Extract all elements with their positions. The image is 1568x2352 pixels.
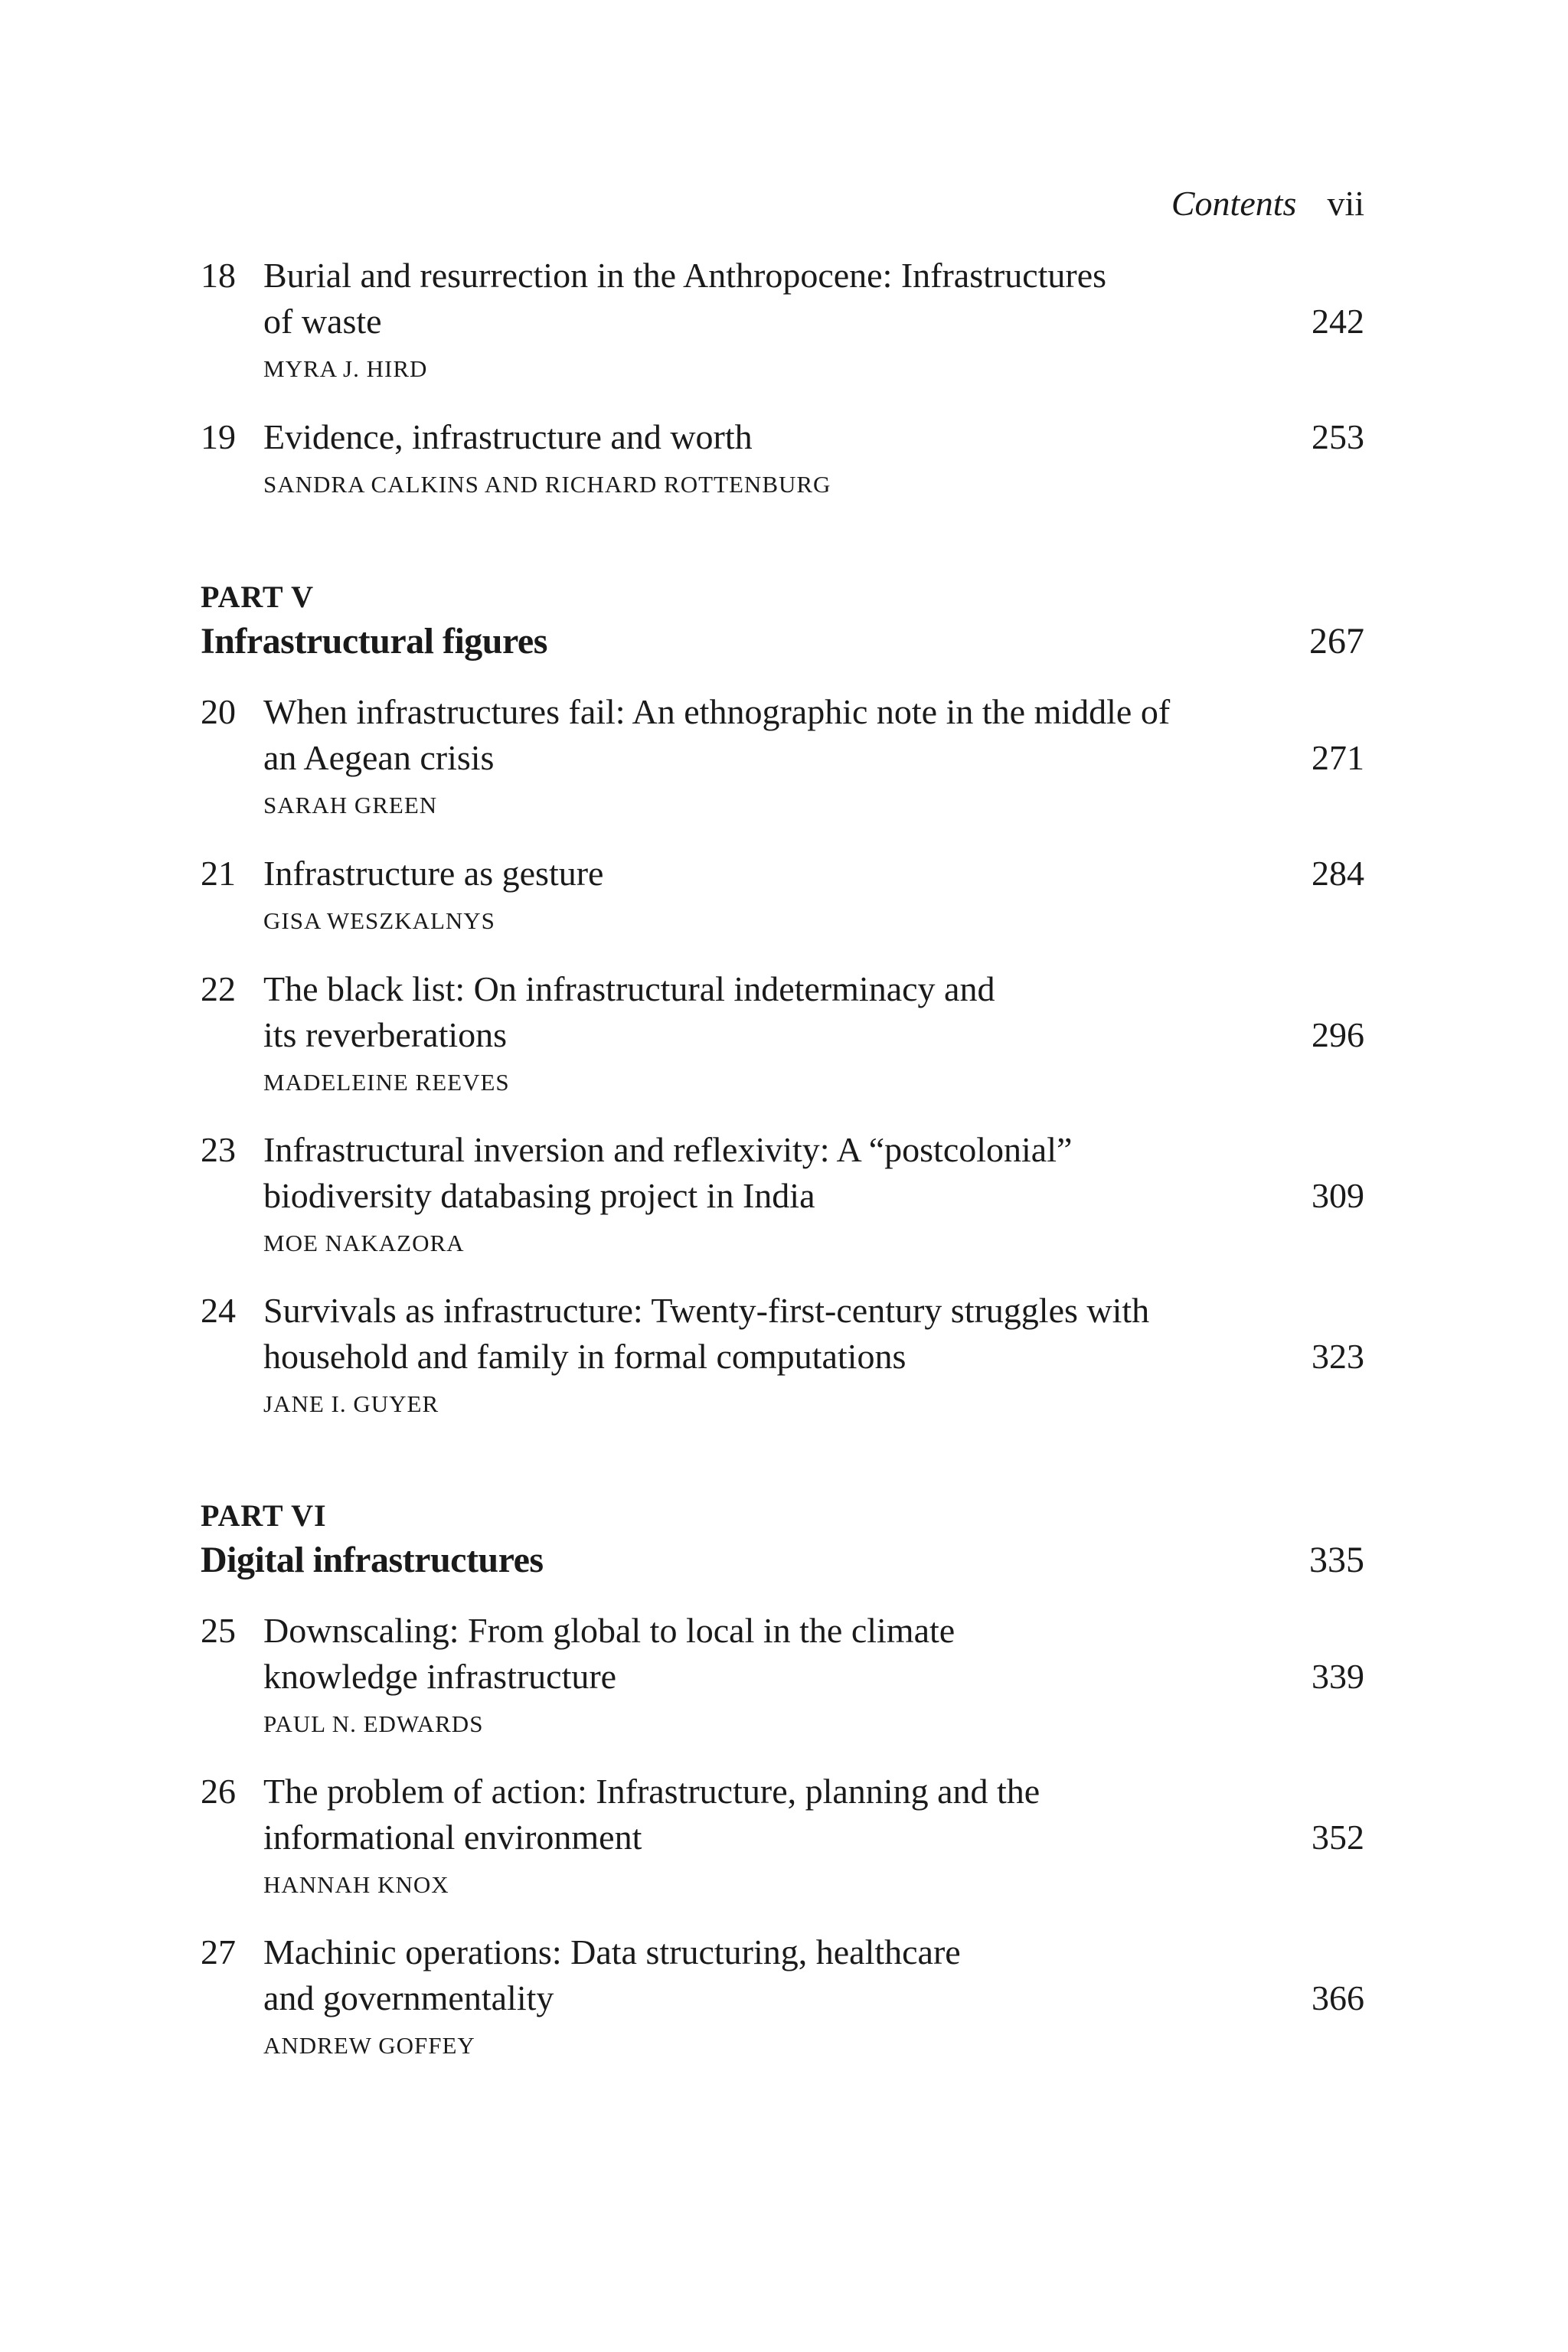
chapter-title-line: Infrastructural inversion and reflexivity: A “postcolonial” [263,1130,1073,1169]
part-page-number: 335 [1309,1540,1364,1580]
part-title: Infrastructural figures [201,621,547,662]
chapter-title-line: knowledge infrastructure [263,1657,617,1696]
chapter-author: MOE NAKAZORA [263,1230,465,1256]
chapter-title [263,1769,1040,1860]
chapter-page-number: 296 [1312,1015,1364,1054]
chapter-title-line: biodiversity databasing project in India [263,1176,815,1215]
chapter-page-number: 242 [1312,302,1364,341]
chapter-author: MADELEINE REEVES [263,1069,510,1096]
part-page-number: 267 [1309,621,1364,662]
chapter-author: JANE I. GUYER [263,1390,439,1417]
chapter-title-line: household and family in formal computations [263,1337,906,1376]
chapter-page-number: 271 [1312,738,1364,777]
chapter-number: 19 [201,417,236,456]
chapter-author: SARAH GREEN [263,792,438,818]
chapter-page-number: 323 [1312,1337,1364,1376]
chapter-author: HANNAH KNOX [263,1871,449,1898]
chapter-number: 23 [201,1130,236,1169]
chapter-title-line: When infrastructures fail: An ethnographic note in the middle of [263,692,1171,731]
chapter-author: SANDRA CALKINS AND RICHARD ROTTENBURG [263,471,831,498]
chapter-title [263,851,603,897]
chapter-title-line: informational environment [263,1818,642,1857]
chapter-number: 26 [201,1772,236,1811]
chapter-page-number: 253 [1312,417,1364,456]
chapter-page-number: 284 [1312,854,1364,893]
chapter-title-line: its reverberations [263,1015,508,1054]
contents-column [201,0,1364,2352]
chapter-page-number: 339 [1312,1657,1364,1696]
part-title: Digital infrastructures [201,1540,544,1580]
chapter-number: 20 [201,692,236,731]
chapter-title [263,689,1170,781]
chapter-title-line: an Aegean crisis [263,738,495,777]
chapter-number: 21 [201,854,236,893]
chapter-title-line: Downscaling: From global to local in the climate [263,1611,956,1650]
chapter-title [263,966,995,1058]
chapter-title-line: Survivals as infrastructure: Twenty-first-century struggles with [263,1291,1150,1330]
chapter-title [263,1929,961,2021]
chapter-title [263,1288,1149,1380]
chapter-title [263,253,1106,345]
part-label: PART V [201,580,314,614]
chapter-title [263,1608,955,1700]
chapter-title-line: The problem of action: Infrastructure, planning and the [263,1772,1040,1811]
chapter-title-line: Evidence, infrastructure and worth [263,417,753,456]
chapter-author: GISA WESZKALNYS [263,907,495,934]
running-head [1171,182,1364,225]
chapter-number: 24 [201,1291,236,1330]
chapter-page-number: 352 [1312,1818,1364,1857]
running-head-title: Contents [1171,184,1297,223]
chapter-author: ANDREW GOFFEY [263,2032,475,2059]
chapter-title-line: The black list: On infrastructural indeterminacy and [263,969,995,1008]
chapter-title-line: and governmentality [263,1978,554,2017]
chapter-number: 22 [201,969,236,1008]
chapter-page-number: 366 [1312,1978,1364,2017]
chapter-title-line: Infrastructure as gesture [263,854,604,893]
chapter-number: 25 [201,1611,236,1650]
chapter-title-line: of waste [263,302,382,341]
chapter-title-line: Burial and resurrection in the Anthropocene: Infrastructures [263,256,1107,295]
chapter-title [263,1127,1072,1219]
chapter-number: 27 [201,1932,236,1971]
chapter-title [263,414,753,460]
part-label: PART VI [201,1498,327,1533]
chapter-page-number: 309 [1312,1176,1364,1215]
running-head-page-number: vii [1327,184,1364,223]
chapter-title-line: Machinic operations: Data structuring, healthcare [263,1932,961,1971]
chapter-author: PAUL N. EDWARDS [263,1710,484,1737]
chapter-author: MYRA J. HIRD [263,355,428,382]
chapter-number: 18 [201,256,236,295]
